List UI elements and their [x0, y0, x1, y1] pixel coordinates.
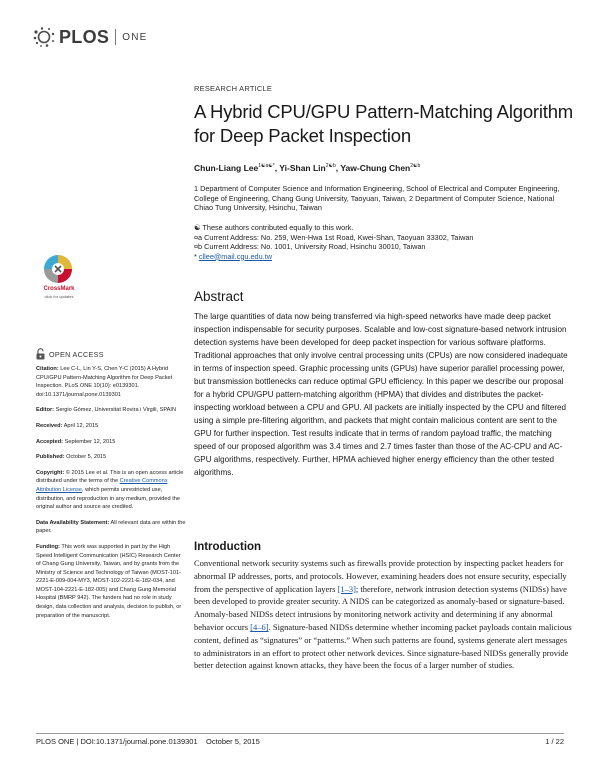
author-list: [194, 163, 574, 173]
current-address-a: ¤a Current Address: No. 259, Wen-Hwa 1st Road, Kwei-Shan, Taoyuan 33302, Taiwan: [194, 232, 474, 242]
footer-date: October 5, 2015: [205, 737, 260, 746]
intro-text-part: . Signature-based NIDSs determine whether incoming packet payloads contain malicious content, defined as “signatures” or “patterns.” When such patterns are found, systems generate alert messages to administrators in an effort to protect other network devices. Since signature-based NIDSs generally provide better detection against known attacks, they have been the focus of a larger number of studies.: [194, 621, 572, 671]
received-date: April 12, 2015: [63, 422, 99, 429]
article-title: A Hybrid CPU/GPU Pattern-Matching Algorithm for Deep Packet Inspection: [194, 101, 574, 146]
page-number: 1 / 22: [545, 737, 564, 746]
funding-text: This work was supported in part by the High Speed Intelligent Communication (HSIC) Research Center of Chang Gung University, Taiwan, and by grants from the Ministry of Science and Technology of Taiwan (MOST-101-2221-E-009-004-MY3, MOST-102-2221-E-182-034, and MOST-104-2221-E-182-005) and Chang Gung Memorial Hospital (BMRP 942). The funders had no role in study design, data collection and analysis, decision to publish, or preparation of the manuscript.: [36, 543, 182, 619]
data-availability-label: Data Availability Statement:: [36, 519, 110, 526]
introduction-text: [194, 557, 574, 672]
accepted-block: [36, 438, 186, 447]
funding-block: [36, 543, 186, 620]
accepted-label: Accepted:: [36, 438, 64, 445]
article-metadata-sidebar: [36, 365, 186, 627]
published-label: Published:: [36, 454, 65, 461]
author-name[interactable]: Yaw-Chung Chen: [340, 163, 411, 173]
editor-text: Sergio Gómez, Universitat Rovira i Virgili, SPAIN: [55, 407, 177, 414]
publisher-name: PLOS: [59, 26, 110, 47]
corresponding-email-link[interactable]: cllee@mail.cgu.edu.tw: [198, 251, 272, 261]
abstract-text: The large quantities of data now being transferred via high-speed networks have made deep packet inspection indispensable for security purposes. Scalable and low-cost signature-based network intrusion detection systems have been developed for deep packet inspection for various software platforms. Traditional approaches that only involve central processing units (CPUs) are now considered inadequate in terms of inspection speed. Graphic processing units (GPUs) have superior parallel processing power, but transmission bottlenecks can reduce optimal GPU efficiency. In this paper we describe our proposal for a hybrid CPU/GPU pattern-matching algorithm (HPMA) that divides and distributes the packet-inspecting workload between a CPU and GPU. All packets are initially inspected by the CPU and filtered using a simple pre-filtering algorithm, and packets that might contain malicious content are sent to the GPU for further inspection. Test results indicate that in terms of random payload traffic, the matching speed of our proposed algorithm was 3.4 times and 2.7 times faster than those of the AC-CPU and AC-GPU algorithms, respectively. Further, HPMA achieved higher energy efficiency than the other tested algorithms.: [194, 312, 568, 477]
published-date: October 5, 2015: [66, 454, 107, 461]
received-label: Received:: [36, 422, 63, 429]
logo-divider: [115, 29, 116, 45]
author-marks: 2☯b: [325, 163, 336, 169]
intro-text-part: Conventional network security systems such as firewalls provide protection by inspecting packet headers for abnormal IP addresses, ports, and protocols. However, examining headers does not ensure security, especially from the perspective of application layers: [194, 558, 567, 594]
citation-text: Lee C-L, Lin Y-S, Chen Y-C (2015) A Hybrid CPU/GPU Pattern-Matching Algorithm for Deep Packet Inspection. PLoS ONE 10(10): e0139301. doi:10.1371/journal.pone.0139301: [36, 366, 173, 398]
footer-citation: [36, 737, 260, 746]
footer-divider: [36, 733, 564, 734]
reference-link[interactable]: [4–6]: [250, 621, 269, 632]
crossmark-label: CrossMark: [43, 286, 75, 292]
plos-dots-icon: [32, 26, 56, 48]
editor-block: [36, 406, 186, 415]
crossmark-sublabel: click for updates: [44, 294, 74, 299]
article-type: RESEARCH ARTICLE: [194, 84, 273, 93]
author-name[interactable]: Chun-Liang Lee: [194, 163, 259, 173]
author-marks: 2☯b: [410, 163, 421, 169]
data-availability-block: [36, 519, 186, 536]
open-access-badge: [36, 348, 104, 360]
corresponding-mark: *: [194, 251, 197, 261]
abstract-heading: Abstract: [194, 289, 244, 304]
data-availability-text: All relevant data are within the paper.: [36, 519, 186, 535]
current-address-b: ¤b Current Address: No. 1001, University Road, Hsinchu 30010, Taiwan: [194, 242, 426, 251]
received-block: [36, 422, 186, 431]
affiliations: 1 Department of Computer Science and Information Engineering, School of Electrical and Computer Engineering, College of Engineering, Chang Gung University, Taoyuan, Taiwan, 2 Department of Computer Science, National Chiao Tung University, Hsinchu, Taiwan: [194, 184, 560, 212]
copyright-text: © 2015 Lee et al. This is an open access article distributed under the terms of the: [36, 469, 184, 485]
author-separator: ,: [274, 163, 280, 173]
license-link[interactable]: Creative Commons Attribution License: [36, 478, 168, 493]
intro-text-part: ; therefore, network intrusion detection systems (NIDSs) have been developed to provide greater security. A NIDS can be categorized as anomaly-based or signature-based. Anomaly-based NIDSs detect intrusions by monitoring network activity and determining if any abnormal behavior occurs: [194, 583, 567, 632]
editor-label: Editor:: [36, 407, 55, 414]
author-name[interactable]: Yi-Shan Lin: [279, 163, 326, 173]
introduction-heading: Introduction: [194, 541, 262, 553]
copyright-text-end: , which permits unrestricted use, distribution, and reproduction in any medium, provided the original author and source are credited.: [36, 486, 180, 511]
reference-link[interactable]: [1–3]: [337, 583, 356, 594]
copyright-label: Copyright:: [36, 469, 65, 476]
author-marks: 1☯a☯*: [258, 163, 275, 169]
citation-label: Citation:: [36, 366, 59, 372]
accepted-date: September 12, 2015: [64, 438, 116, 445]
footer-journal-doi: PLOS ONE | DOI:10.1371/journal.pone.0139301: [36, 737, 198, 746]
citation-block: [36, 365, 186, 399]
open-access-label: OPEN ACCESS: [49, 349, 104, 359]
journal-name: ONE: [122, 31, 148, 43]
funding-label: Funding:: [36, 543, 60, 550]
copyright-block: [36, 469, 186, 512]
corresponding-email-line: [194, 252, 570, 262]
open-lock-icon: [36, 348, 45, 360]
author-notes: [194, 223, 570, 261]
equal-contribution-note: ☯ These authors contributed equally to this work.: [194, 223, 354, 232]
author-separator: ,: [335, 163, 341, 173]
published-block: [36, 453, 186, 462]
journal-logo[interactable]: [32, 26, 148, 48]
